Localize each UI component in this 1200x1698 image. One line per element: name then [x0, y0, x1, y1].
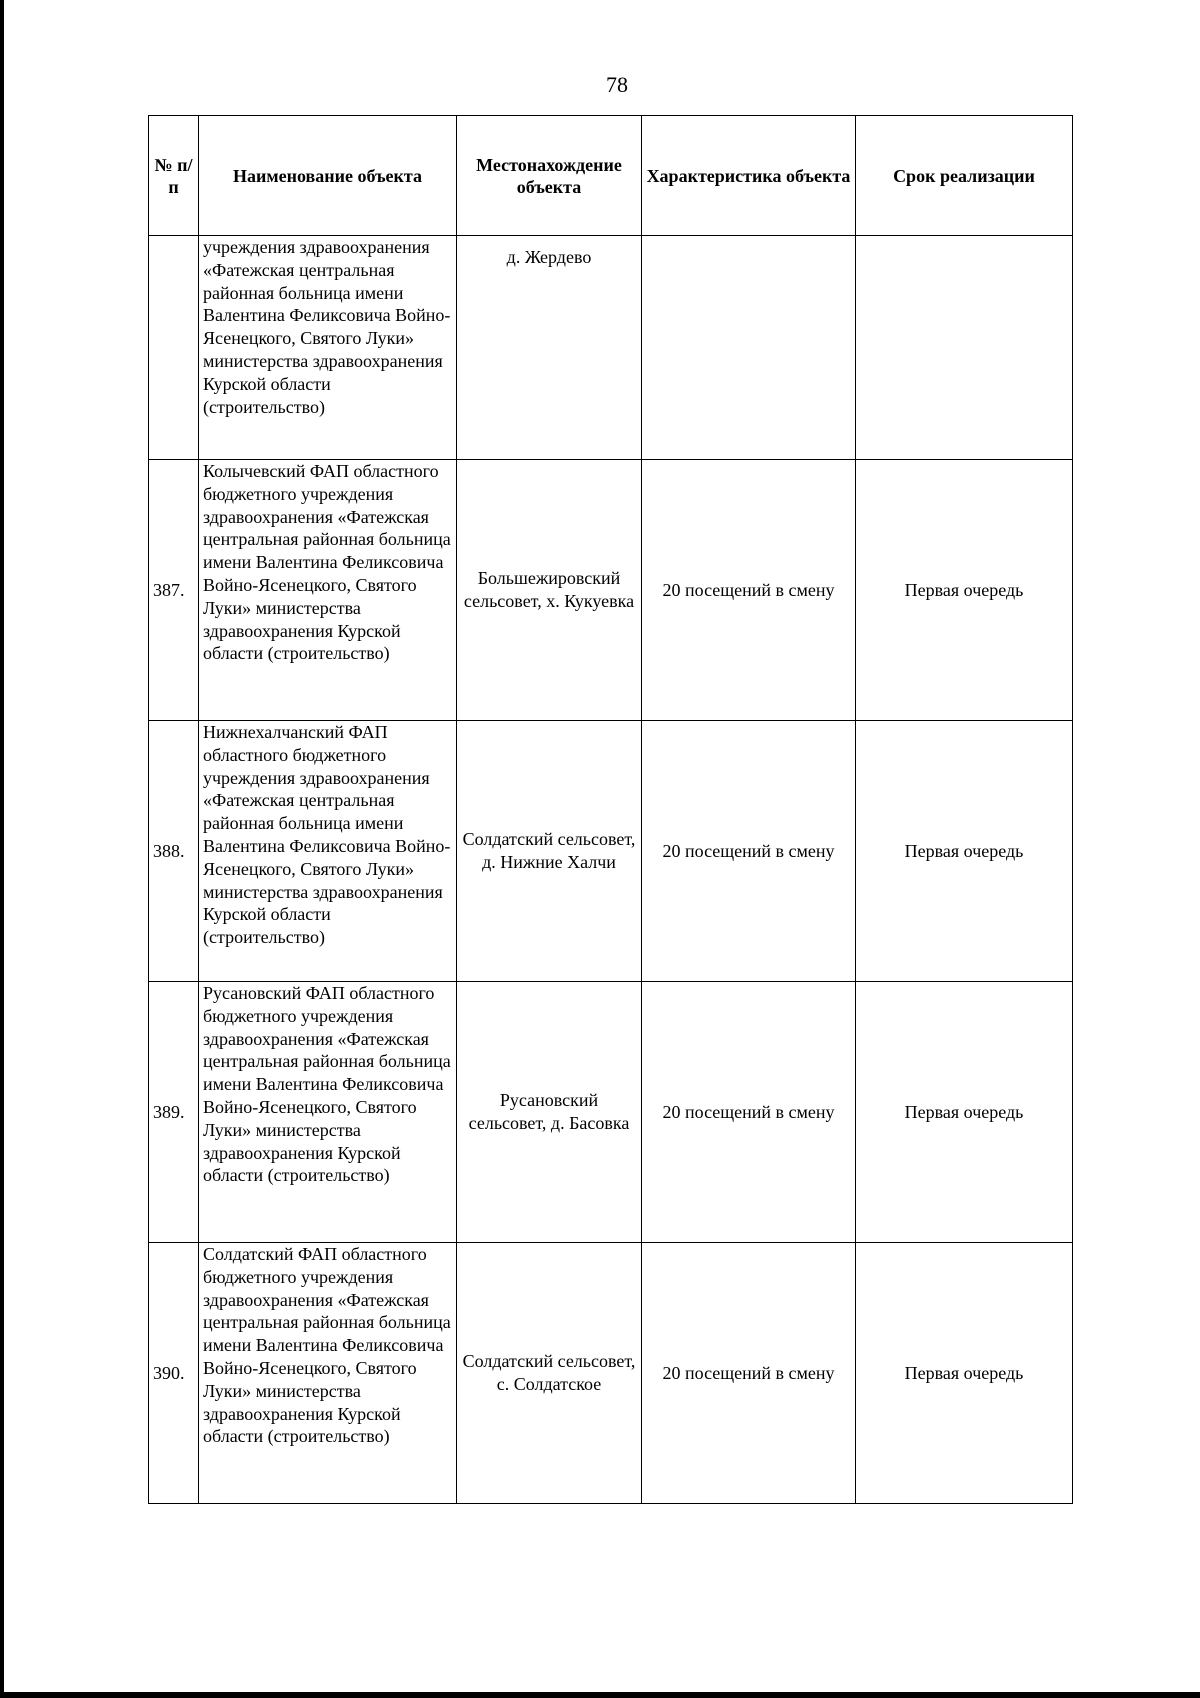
cell-num: 388.	[149, 721, 199, 982]
header-location: Местонахождение объекта	[457, 116, 642, 236]
cell-characteristic: 20 посещений в смену	[642, 1243, 856, 1504]
cell-name: Нижнехалчанский ФАП областного бюджетного учреждения здравоохранения «Фатежская центральная районная больница имени Валентина Феликсовича Войно-Ясенецкого, Святого Луки» министерства здравоохранения Курской области (строительство)	[199, 721, 457, 982]
cell-num	[149, 236, 199, 460]
cell-characteristic: 20 посещений в смену	[642, 721, 856, 982]
table-row	[149, 1243, 1073, 1504]
header-term: Срок реализации	[856, 116, 1073, 236]
table-row	[149, 982, 1073, 1243]
cell-characteristic	[642, 236, 856, 460]
header-characteristic: Характеристика объекта	[642, 116, 856, 236]
page-number: 78	[606, 72, 628, 97]
cell-location: Солдатский сельсовет, д. Нижние Халчи	[457, 721, 642, 982]
header-num: № п/п	[149, 116, 199, 236]
cell-name: учреждения здравоохранения «Фатежская центральная районная больница имени Валентина Феликсовича Войно-Ясенецкого, Святого Луки» министерства здравоохранения Курской области (строительство)	[199, 236, 457, 460]
cell-characteristic: 20 посещений в смену	[642, 460, 856, 721]
cell-name: Солдатский ФАП областного бюджетного учреждения здравоохранения «Фатежская центральная районная больница имени Валентина Феликсовича Войно-Ясенецкого, Святого Луки» министерства здравоохранения Курской области (строительство)	[199, 1243, 457, 1504]
scan-edge-left	[0, 0, 4, 1698]
cell-num: 390.	[149, 1243, 199, 1504]
cell-num: 389.	[149, 982, 199, 1243]
cell-name: Русановский ФАП областного бюджетного учреждения здравоохранения «Фатежская центральная районная больница имени Валентина Феликсовича Войно-Ясенецкого, Святого Луки» министерства здравоохранения Курской области (строительство)	[199, 982, 457, 1243]
table-row	[149, 721, 1073, 982]
table-row-continuation	[149, 236, 1073, 460]
cell-location: Русановский сельсовет, д. Басовка	[457, 982, 642, 1243]
header-name: Наименование объекта	[199, 116, 457, 236]
cell-location: д. Жердево	[457, 236, 642, 460]
cell-term	[856, 236, 1073, 460]
cell-name: Колычевский ФАП областного бюджетного учреждения здравоохранения «Фатежская центральная районная больница имени Валентина Феликсовича Войно-Ясенецкого, Святого Луки» министерства здравоохранения Курской области (строительство)	[199, 460, 457, 721]
cell-term: Первая очередь	[856, 460, 1073, 721]
header-row	[149, 116, 1073, 236]
scan-edge-bottom	[0, 1692, 1200, 1698]
cell-location: Солдатский сельсовет, с. Солдатское	[457, 1243, 642, 1504]
objects-table	[148, 115, 1073, 1504]
cell-location: Большежировский сельсовет, х. Кукуевка	[457, 460, 642, 721]
cell-term: Первая очередь	[856, 721, 1073, 982]
cell-characteristic: 20 посещений в смену	[642, 982, 856, 1243]
cell-num: 387.	[149, 460, 199, 721]
table-header	[149, 116, 1073, 236]
table-row	[149, 460, 1073, 721]
cell-term: Первая очередь	[856, 1243, 1073, 1504]
table-body	[149, 236, 1073, 1504]
cell-term: Первая очередь	[856, 982, 1073, 1243]
